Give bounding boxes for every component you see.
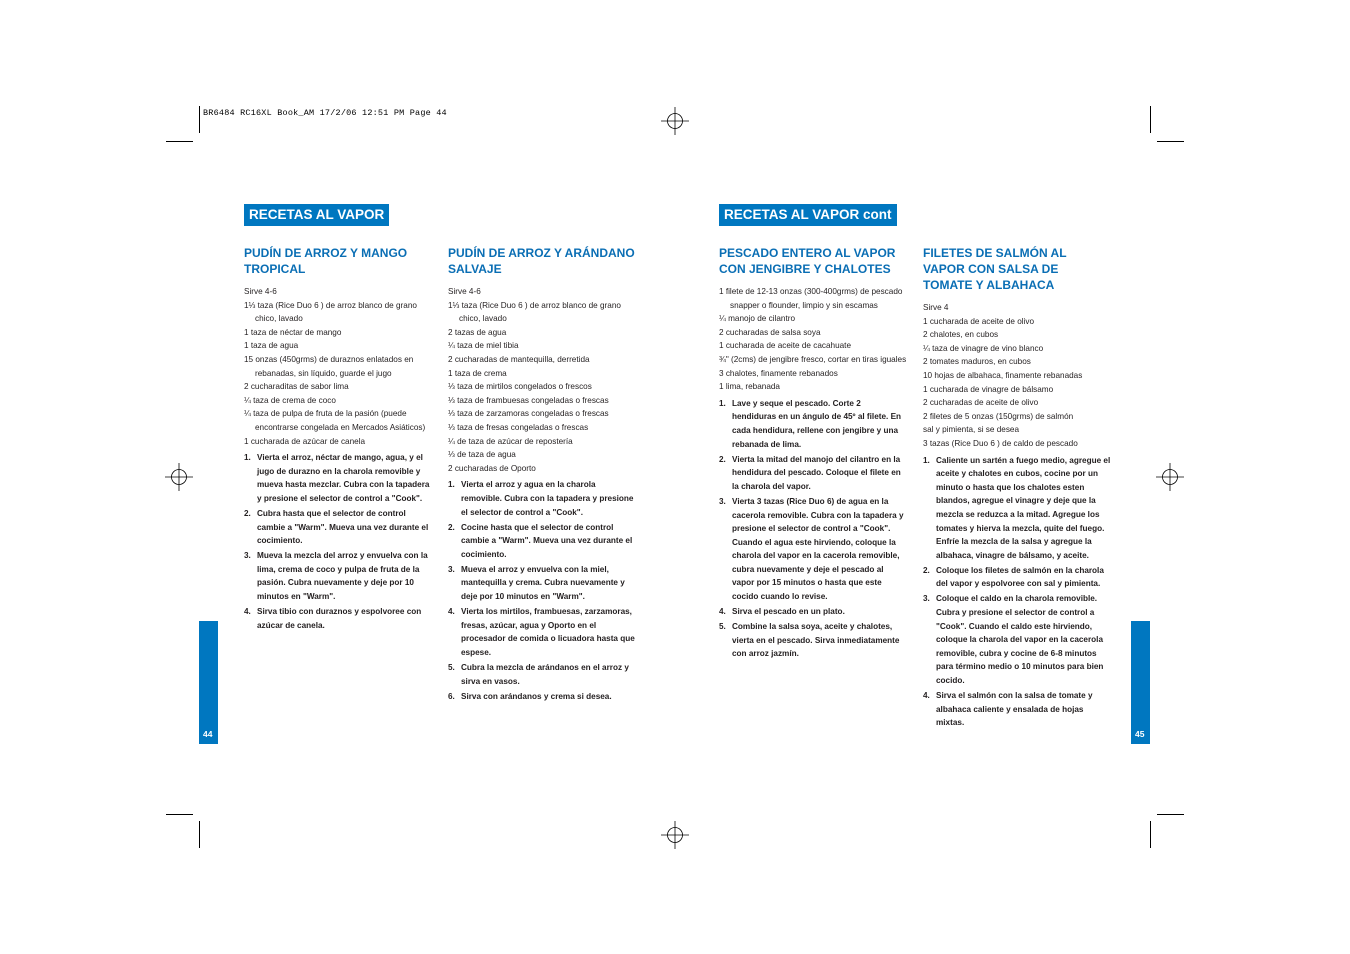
recipe-mango-pudding (244, 245, 432, 634)
step-text: Sirva tibio con duraznos y espolvoree con azúcar de canela. (257, 607, 422, 630)
method-steps (448, 478, 636, 703)
ingredient-item: ⅓ taza de fresas congeladas o frescas (448, 422, 589, 432)
ingredient-item: 2 filetes de 5 onzas (150grms) de salmón (923, 411, 1074, 421)
step-text: Vierta el arroz, néctar de mango, agua, y el jugo de durazno en la charola removible y mueva hasta mezclar. Cubra con la tapadera y presione el selector de control a "Cook". (257, 453, 430, 503)
section-title: RECETAS AL VAPOR (244, 204, 389, 226)
step-text: Vierta 3 tazas (Rice Duo 6) de agua en la cacerola removible. Cubra con la tapadera y presione el selector de control a "Cook". Cuando el agua este hirviendo, coloque la charola del vapor en la cacerola removible, cubra nuevamente y deje el pescado al vapor por 15 minutos o hasta que este cocido cuando lo revise. (732, 496, 904, 602)
ingredient-item: 1 taza de néctar de mango (244, 327, 342, 337)
step-text: Vierta los mirtilos, frambuesas, zarzamoras, fresas, azúcar, agua y Oporto en el procesador de comida o licuadora hasta que espese. (461, 607, 635, 657)
ingredient-item: ⅓ de taza de agua (448, 450, 516, 460)
ingredient-item: 1 cucharada de aceite de olivo (923, 316, 1035, 326)
method-steps (923, 454, 1111, 730)
step-number: 2. (923, 565, 930, 575)
method-step (448, 605, 636, 659)
ingredient-item: 2 cucharadas de Oporto (448, 463, 536, 473)
method-step (923, 689, 1111, 730)
step-number: 1. (923, 455, 930, 465)
method-step (448, 690, 636, 704)
method-step (244, 507, 432, 548)
method-step (448, 521, 636, 562)
recipe-salmon-fillets (923, 245, 1111, 731)
crop-mark (1150, 106, 1151, 133)
ingredient-item: 1⅓ taza (Rice Duo 6 ) de arroz blanco de grano chico, lavado (244, 300, 417, 324)
step-number: 1. (719, 398, 726, 408)
step-text: Mueva el arroz y envuelva con la miel, mantequilla y crema. Cubra nuevamente y deje por 10 minutos en "Warm". (461, 564, 625, 602)
recipe-serves: Sirve 4-6 (448, 287, 481, 296)
step-text: Lave y seque el pescado. Corte 2 hendiduras en un ángulo de 45º al filete. En cada hendidura, rellene con jengibre y una rebanada de lima. (732, 398, 902, 449)
method-step (719, 620, 907, 661)
ingredient-item: 1 cucharada de aceite de cacahuate (719, 341, 852, 351)
page-number: 44 (203, 729, 213, 739)
method-steps (244, 451, 432, 632)
registration-mark-icon (661, 107, 689, 135)
ingredient-item: ⅓ taza de zarzamoras congeladas o frescas (448, 409, 609, 419)
method-step (719, 605, 907, 619)
method-step (923, 454, 1111, 563)
step-number: 1. (244, 453, 251, 463)
page-tab (199, 621, 218, 744)
method-step (719, 495, 907, 604)
step-text: Cubra la mezcla de arándanos en el arroz y sirva en vasos. (461, 663, 629, 686)
ingredient-item: 2 tazas de agua (448, 327, 507, 337)
ingredient-item: 1 taza de crema (448, 368, 507, 378)
recipe-title: PESCADO ENTERO AL VAPOR CON JENGIBRE Y CHALOTES (719, 246, 896, 276)
crop-mark (1157, 141, 1184, 142)
step-number: 3. (719, 496, 726, 506)
ingredient-item: 3 chalotes, finamente rebanados (719, 368, 838, 378)
method-step (244, 605, 432, 632)
ingredient-item: 1 taza de agua (244, 341, 299, 351)
step-number: 5. (448, 663, 455, 673)
step-number: 4. (719, 607, 726, 617)
ingredient-item: 1 lima, rebanada (719, 382, 780, 392)
step-number: 5. (719, 622, 726, 632)
ingredient-item: ¼ taza de miel tibia (448, 341, 519, 351)
ingredient-item: 2 cucharaditas de sabor lima (244, 382, 349, 392)
ingredient-item: ¼ manojo de cilantro (719, 314, 796, 324)
ingredient-item: 15 onzas (450grms) de duraznos enlatados en rebanadas, sin líquido, guarde el jugo (244, 354, 414, 378)
crop-mark (1157, 814, 1184, 815)
step-text: Coloque el caldo en la charola removible. Cubra y presione el selector de control a "Cook". Cuando el caldo este hirviendo, coloque la charola del vapor en la cacerola removible, cubra y cocine de 6-8 minutos para término medio o 10 minutos para bien cocido. (936, 594, 1104, 686)
step-number: 1. (448, 480, 455, 490)
method-steps (719, 397, 907, 661)
step-text: Vierta la mitad del manojo del cilantro en la hendidura del pescado. Coloque el filete en la charola del vapor. (732, 454, 901, 491)
method-step (448, 661, 636, 688)
method-step (244, 549, 432, 603)
recipe-steamed-fish (719, 245, 907, 663)
step-number: 6. (448, 691, 455, 701)
step-text: Cubra hasta que el selector de control cambie a "Warm". Mueva una vez durante el cocimiento. (257, 509, 429, 546)
step-text: Sirva el pescado en un plato. (732, 607, 845, 617)
recipe-cranberry-pudding (448, 245, 636, 705)
step-text: Sirva con arándanos y crema si desea. (461, 691, 612, 701)
step-number: 2. (244, 509, 251, 518)
recipe-title: PUDÍN DE ARROZ Y MANGO TROPICAL (244, 246, 408, 276)
ingredient-item: 2 chalotes, en cubos (923, 330, 999, 340)
step-number: 4. (923, 691, 930, 701)
crop-mark (166, 814, 193, 815)
step-text: Vierta el arroz y agua en la charola removible. Cubra con la tapadera y presione el selector de control a "Cook". (461, 480, 634, 517)
page-number: 45 (1135, 729, 1145, 739)
ingredient-item: 3 tazas (Rice Duo 6 ) de caldo de pescado (923, 438, 1078, 448)
ingredient-item: ¼ taza de pulpa de fruta de la pasión (puede encontrarse congelada en Mercados Asiáticos) (244, 409, 426, 432)
ingredient-item: 1⅓ taza (Rice Duo 6 ) de arroz blanco de grano chico, lavado (448, 300, 621, 324)
registration-mark-icon (165, 463, 193, 491)
page-tab (1131, 621, 1150, 744)
step-text: Caliente un sartén a fuego medio, agregue el aceite y chalotes en cubos, cocine por un minuto o hasta que los chalotes esten blandos, agregue el vinagre y deje que la mezcla se reduzca a la mitad. Agregue los tomates y hierva la mezcla, quite del fuego. Enfríe la mezcla de la salsa y agregue la albahaca, vinagre de bálsamo, y aceite. (936, 455, 1111, 560)
method-step (448, 478, 636, 519)
ingredient-item: sal y pimienta, si se desea (923, 425, 1020, 435)
method-step (719, 397, 907, 451)
step-text: Mueva la mezcla del arroz y envuelva con la lima, crema de coco y pulpa de fruta de la pasión. Cubra nuevamente y deje por 10 minutos en "Warm". (257, 551, 428, 602)
ingredient-item: 2 cucharadas de mantequilla, derretida (448, 354, 590, 364)
step-number: 4. (448, 607, 455, 617)
ingredient-item: ¾" (2cms) de jengibre fresco, cortar en tiras iguales (719, 354, 907, 364)
ingredient-item: ¼ de taza de azúcar de repostería (448, 436, 573, 446)
step-text: Coloque los filetes de salmón en la charola del vapor y espolvoree con sal y pimienta. (936, 565, 1104, 589)
crop-mark (1150, 821, 1151, 848)
step-text: Sirva el salmón con la salsa de tomate y albahaca caliente y ensalada de hojas mixtas. (936, 691, 1093, 728)
step-number: 3. (448, 564, 455, 574)
step-text: Combine la salsa soya, aceite y chalotes, vierta en el pescado. Sirva inmediatamente con arroz jazmín. (732, 622, 900, 659)
ingredient-item: 1 filete de 12-13 onzas (300-400grms) de pescado snapper o flounder, limpio y sin escamas (719, 287, 903, 310)
method-step (923, 564, 1111, 591)
ingredient-item: 1 cucharada de vinagre de bálsamo (923, 384, 1054, 394)
step-text: Cocine hasta que el selector de control cambie a "Warm". Mueva una vez durante el cocimiento. (461, 522, 633, 559)
crop-mark (199, 821, 200, 848)
recipe-serves: Sirve 4-6 (244, 287, 277, 296)
ingredient-item: ⅓ taza de mirtilos congelados o frescos (448, 382, 592, 392)
ingredient-item: 2 tomates maduros, en cubos (923, 357, 1031, 367)
recipe-title: PUDÍN DE ARROZ Y ARÁNDANO SALVAJE (448, 246, 635, 276)
step-number: 2. (448, 522, 455, 532)
step-number: 4. (244, 607, 251, 617)
ingredient-item: 1 cucharada de azúcar de canela (244, 436, 366, 446)
step-number: 2. (719, 454, 726, 464)
ingredient-item: ⅓ taza de frambuesas congeladas o frescas (448, 395, 609, 405)
registration-mark-icon (1156, 463, 1184, 491)
recipe-title: FILETES DE SALMÓN AL VAPOR CON SALSA DE TOMATE Y ALBAHACA (923, 246, 1067, 292)
recipe-serves: Sirve 4 (923, 303, 949, 312)
step-number: 3. (244, 551, 251, 561)
method-step (719, 453, 907, 494)
method-step (244, 451, 432, 505)
ingredient-item: 2 cucharadas de salsa soya (719, 327, 821, 337)
ingredient-item: ¼ taza de vinagre de vino blanco (923, 343, 1044, 353)
registration-mark-icon (661, 821, 689, 849)
crop-mark (199, 106, 200, 133)
method-step (923, 592, 1111, 687)
method-step (448, 563, 636, 604)
ingredient-item: 2 cucharadas de aceite de olivo (923, 398, 1039, 408)
section-title: RECETAS AL VAPOR cont (719, 204, 897, 226)
crop-mark (166, 141, 193, 142)
ingredient-item: 10 hojas de albahaca, finamente rebanadas (923, 370, 1083, 380)
print-slug: BR6484 RC16XL Book_AM 17/2/06 12:51 PM Page 44 (203, 108, 447, 118)
ingredient-item: ¼ taza de crema de coco (244, 395, 336, 405)
step-number: 3. (923, 594, 930, 604)
